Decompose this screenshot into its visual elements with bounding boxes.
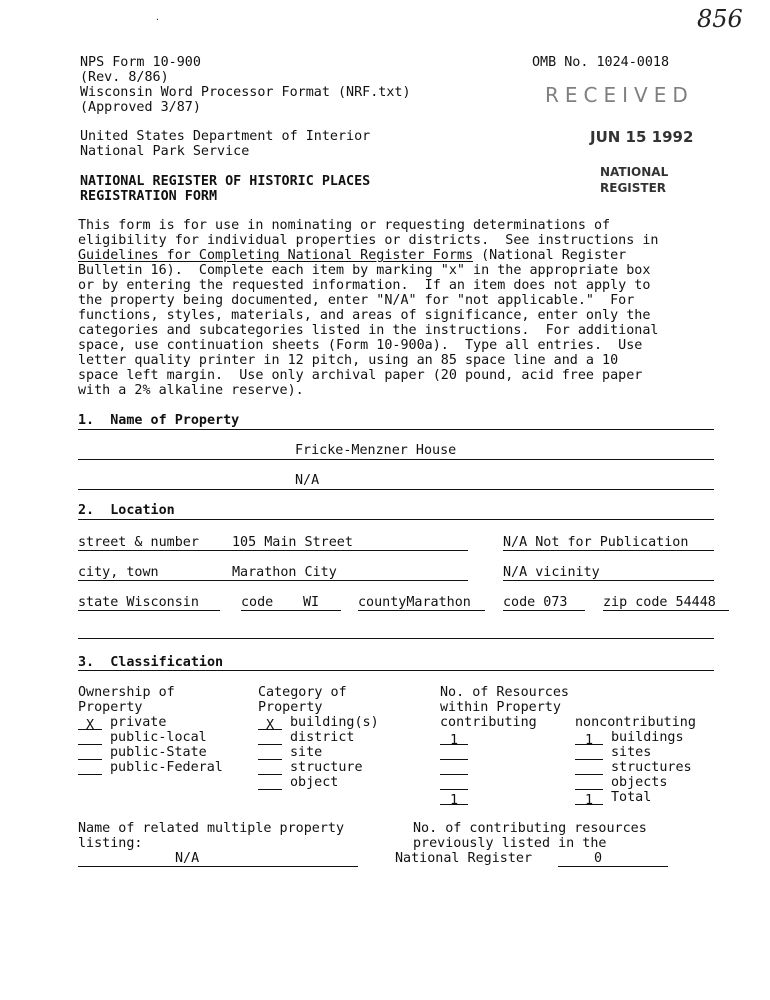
resource-label: Total [611,790,652,805]
county-code-line [503,610,585,611]
vicinity: N/A vicinity [503,565,600,580]
ownership-label: private [110,715,167,730]
state-code-label: code [241,595,274,610]
stamp-received: RECEIVED [545,83,694,107]
instruction-line: the property being documented, enter "N/A" for "not applicable." For [78,293,635,308]
category-label: structure [290,760,363,775]
guidelines-reference: Guidelines for Completing National Register Forms [78,248,474,263]
ownership-header: Ownership of [78,685,175,700]
category-mark [258,733,282,745]
resources-header: within Property [440,700,561,715]
resources-header: No. of Resources [440,685,569,700]
state-code-line [241,610,341,611]
contributing-count: 1 [440,733,468,745]
instruction-line: or by entering the requested information. If an item does not apply to [78,278,651,293]
previously-listed-line [558,866,668,867]
ownership-header: Property [78,700,143,715]
instruction-line: with a 2% alkaline reserve). [78,383,304,398]
zip-line [603,610,729,611]
historic-name-value: Fricke-Menzner House [295,443,457,458]
instruction-line [78,248,626,263]
resource-label: sites [611,745,652,760]
divider [78,429,714,430]
agency-line: National Park Service [80,144,250,159]
noncontributing-count [575,778,603,790]
street-label: street & number [78,535,199,550]
agency-line: United States Department of Interior [80,129,371,144]
previously-listed-label: previously listed in the [413,836,607,851]
resource-label: structures [611,760,692,775]
ownership-option [78,715,167,733]
city-label: city, town [78,565,159,580]
ownership-label: public-Federal [110,760,223,775]
not-for-publication-line [503,550,714,551]
category-label: district [290,730,355,745]
form-line: Wisconsin Word Processor Format (NRF.txt) [80,85,411,100]
county-code: code 073 [503,595,568,610]
contributing-count [440,763,468,775]
section-heading: 3. Classification [78,655,224,670]
handwritten-page-number: 856 [697,5,743,33]
instruction-line: letter quality printer in 12 pitch, using an 85 space line and a 10 [78,353,619,368]
instruction-line: space, use continuation sheets (Form 10-900a). Type all entries. Use [78,338,643,353]
resource-label: buildings [611,730,684,745]
category-option [258,745,322,760]
section-heading: 1. Name of Property [78,413,240,428]
zip-code: zip code 54448 [603,595,716,610]
instruction-line: space left margin. Use only archival paper (20 pound, acid free paper [78,368,643,383]
contributing-count [440,778,468,790]
resource-label: objects [611,775,668,790]
noncontributing-col-header: noncontributing [575,715,696,730]
county-line [358,610,485,611]
category-header: Property [258,700,323,715]
form-subtitle: REGISTRATION FORM [80,189,218,204]
county-field: countyMarathon [358,595,471,610]
ownership-mark [78,748,102,760]
instruction-line: categories and subcategories listed in the instructions. For additional [78,323,659,338]
divider [78,638,714,639]
state-line [78,610,220,611]
state-code-value: WI [303,595,320,610]
contributing-total: 1 [440,793,468,805]
form-line: NPS Form 10-900 [80,55,201,70]
ownership-label: public-State [110,745,207,760]
contributing-col-header: contributing [440,715,537,730]
noncontributing-count [575,748,603,760]
scan-dot: · [155,15,160,24]
category-mark [258,748,282,760]
category-label: site [290,745,323,760]
instruction-line: This form is for use in nominating or requesting determinations of [78,218,611,233]
state-field: state Wisconsin [78,595,199,610]
section-heading: 2. Location [78,503,175,518]
category-option [258,760,363,775]
multiple-property-value: N/A [175,851,200,866]
contributing-count [440,748,468,760]
multiple-property-label: Name of related multiple property [78,821,345,836]
noncontributing-count [575,763,603,775]
street-value: 105 Main Street [232,535,353,550]
ownership-mark [78,733,102,745]
stamp-line: REGISTER [600,181,667,195]
not-for-publication: N/A Not for Publication [503,535,689,550]
stamp-date: JUN 15 1992 [590,128,694,146]
ownership-mark [78,763,102,775]
city-line [78,580,468,581]
historic-name-line [78,459,714,460]
instruction-line: Bulletin 16). Complete each item by marking "x" in the appropriate box [78,263,651,278]
category-option [258,715,379,733]
form-line: (Approved 3/87) [80,100,201,115]
ownership-mark: X [78,718,102,730]
vicinity-line [503,580,714,581]
other-names-line [78,489,714,490]
street-line [78,550,468,551]
other-names-value: N/A [295,473,320,488]
multiple-property-line [78,866,358,867]
category-label: building(s) [290,715,379,730]
ownership-option [78,760,223,775]
noncontributing-count: 1 [575,733,603,745]
divider [78,519,714,520]
multiple-property-label: listing: [78,836,143,851]
previously-listed-label: National Register [395,851,533,866]
instruction-line: functions, styles, materials, and areas of significance, enter only the [78,308,651,323]
category-label: object [290,775,339,790]
category-option [258,775,338,790]
instruction-text: (National Register [473,248,627,263]
noncontributing-total: 1 [575,793,603,805]
category-mark [258,778,282,790]
category-header: Category of [258,685,347,700]
previously-listed-value: 0 [594,851,603,866]
city-value: Marathon City [232,565,337,580]
instruction-line: eligibility for individual properties or districts. See instructions in [78,233,659,248]
previously-listed-label: No. of contributing resources [413,821,647,836]
category-mark: X [258,718,282,730]
omb-number: OMB No. 1024-0018 [532,55,670,70]
stamp-line: NATIONAL [600,165,669,179]
ownership-option [78,745,207,760]
category-mark [258,763,282,775]
category-option [258,730,355,745]
form-line: (Rev. 8/86) [80,70,169,85]
ownership-option [78,730,207,745]
ownership-label: public-local [110,730,207,745]
divider [78,670,714,671]
form-title: NATIONAL REGISTER OF HISTORIC PLACES [80,174,371,189]
